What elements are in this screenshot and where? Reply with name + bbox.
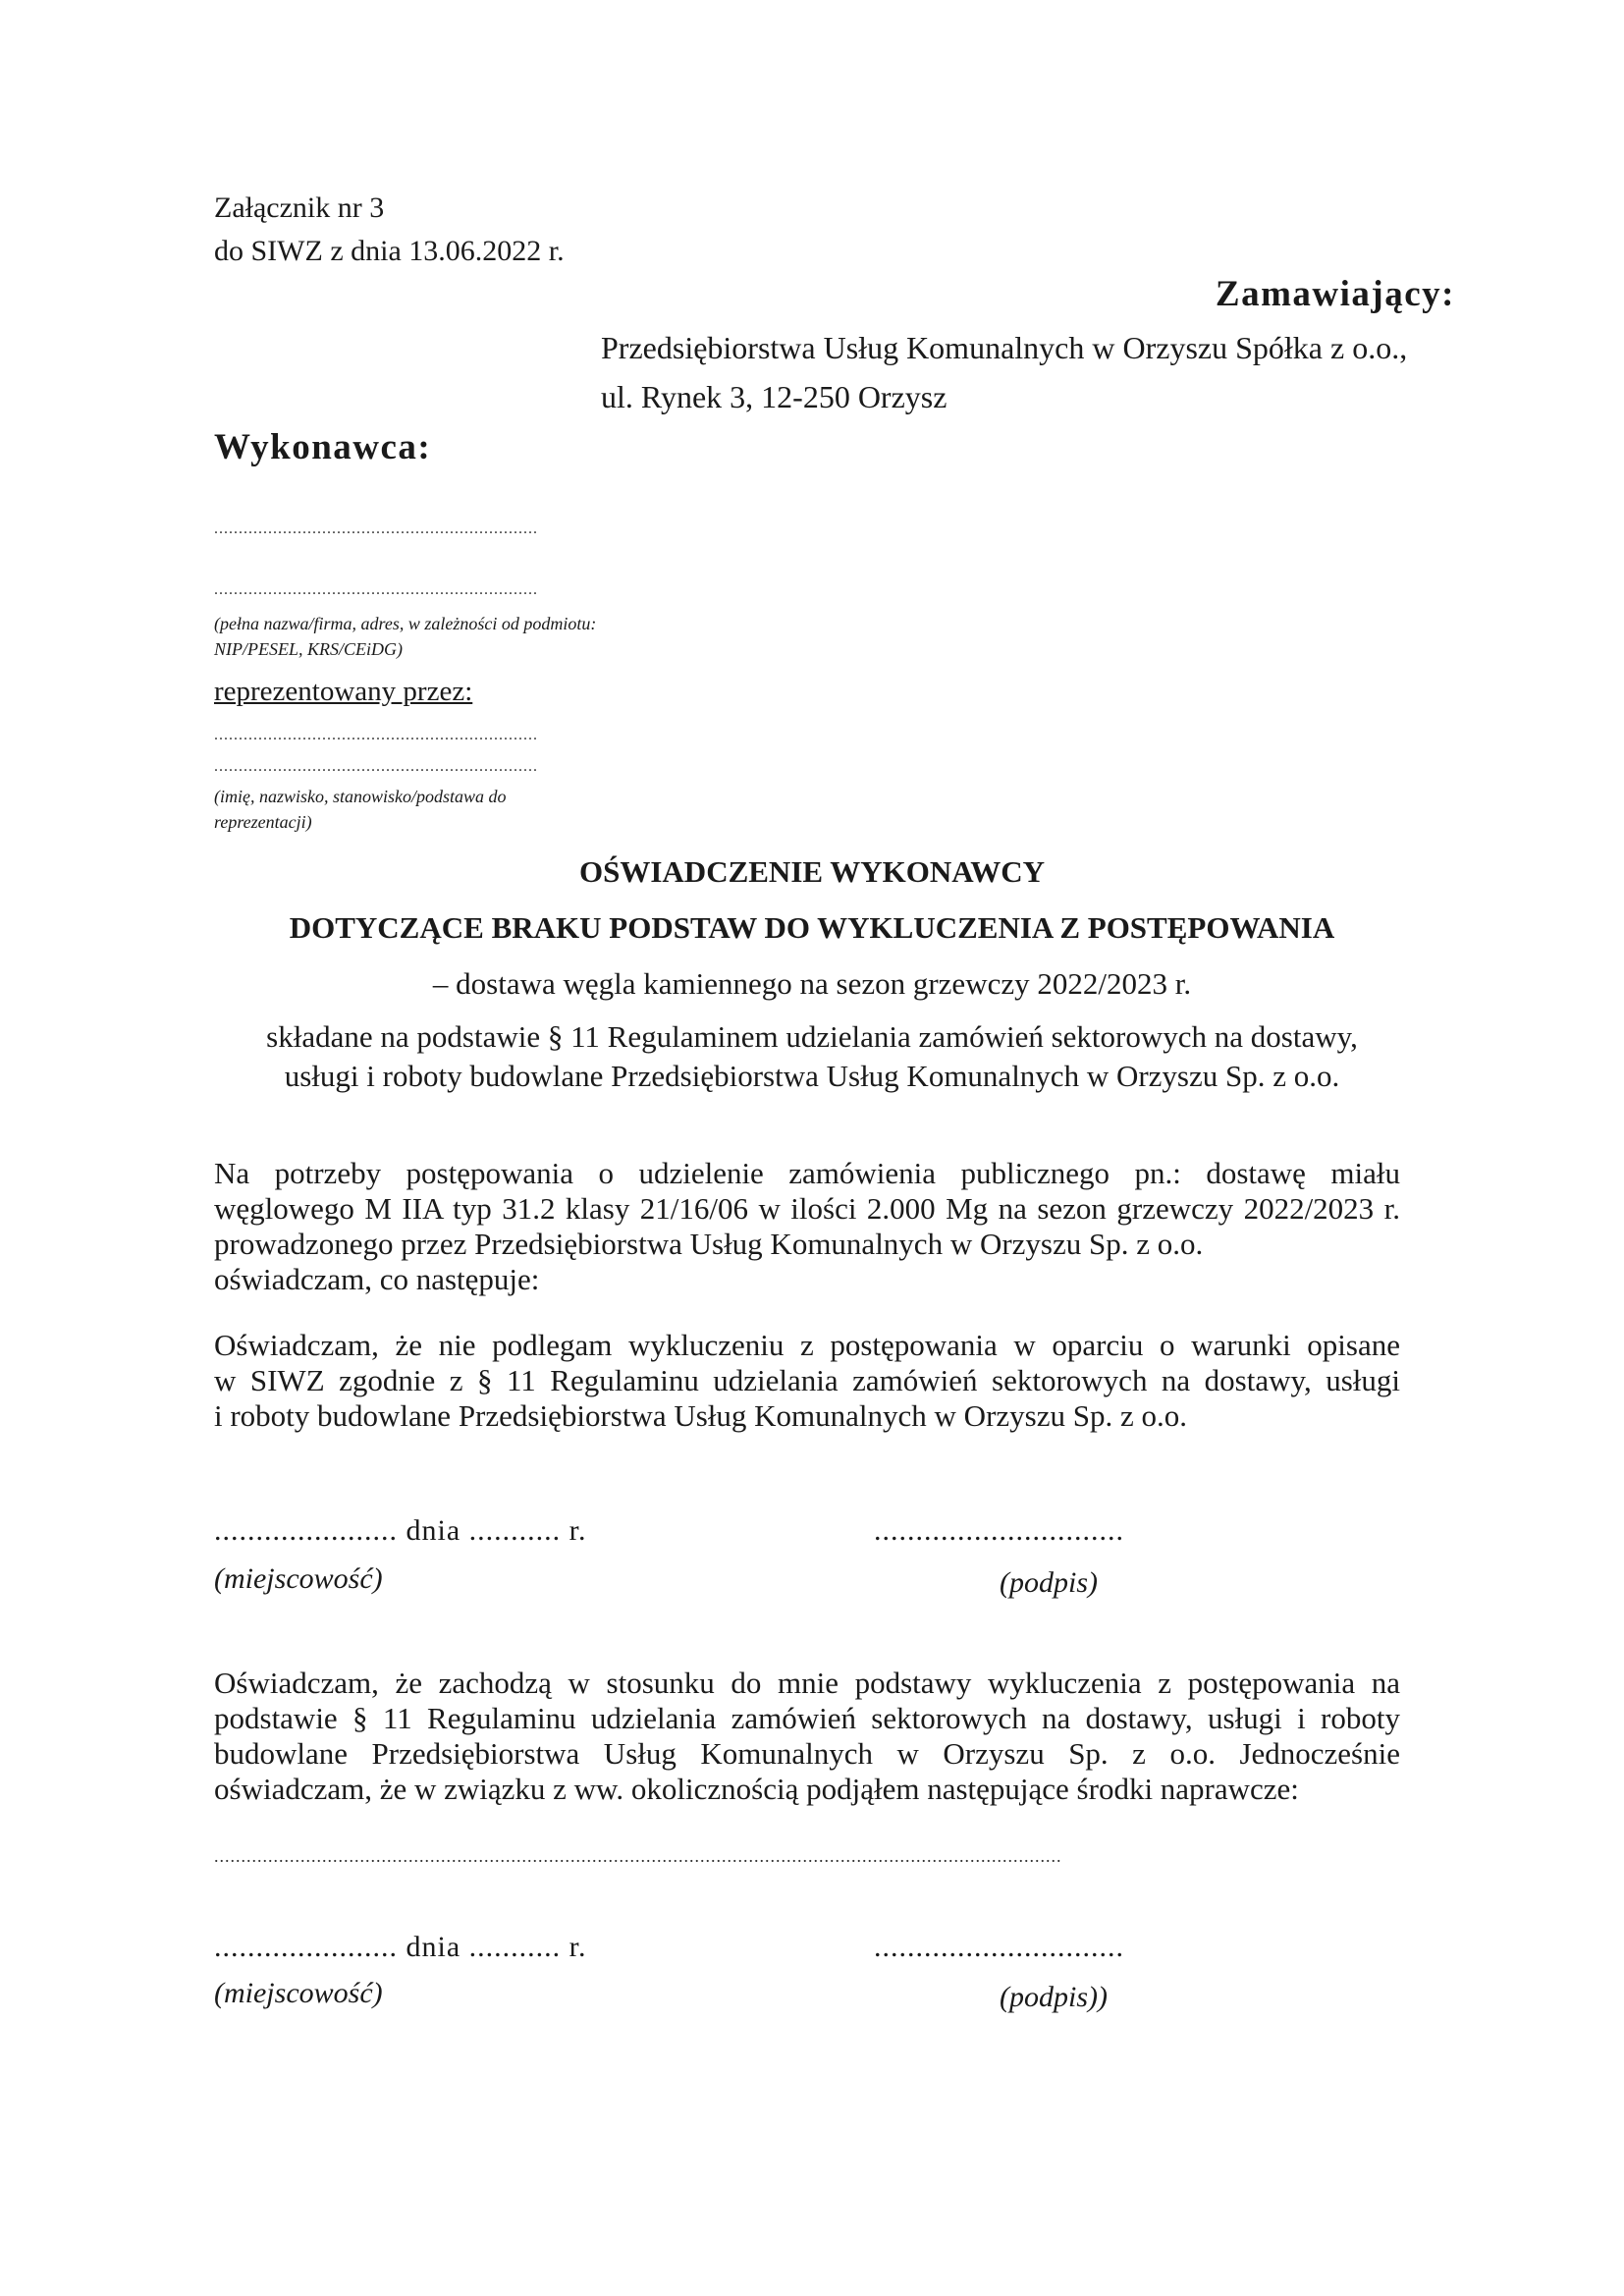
signature-label-2: (podpis))	[1000, 1981, 1108, 2013]
document-subtitle: DOTYCZĄCE BRAKU PODSTAW DO WYKLUCZENIA Z POSTĘPOWANIA	[289, 910, 1335, 945]
represented-by-label: reprezentowany przez:	[214, 676, 473, 707]
place-label-2: (miejscowość)	[214, 1977, 383, 2009]
remedial-measures-line: .............................................................................................................................................................	[214, 1846, 1062, 1866]
statement2-line-2: podstawie § 11 Regulaminu udzielania zamówień sektorowych na dostawy, usługi i roboty	[214, 1701, 1400, 1735]
buyer-name: Przedsiębiorstwa Usług Komunalnych w Orzyszu Spółka z o.o.,	[601, 330, 1408, 365]
procurement-subject: – dostawa węgla kamiennego na sezon grzewczy 2022/2023 r.	[432, 966, 1192, 1001]
legal-basis-line-2: usługi i roboty budowlane Przedsiębiorstwa Usług Komunalnych w Orzyszu Sp. z o.o.	[284, 1059, 1340, 1093]
representative-line-1: ..................................................................	[214, 727, 538, 743]
statement1-line-2: w SIWZ zgodnie z § 11 Regulaminu udzielania zamówień sektorowych na dostawy, usługi	[214, 1363, 1400, 1397]
intro-line-2: węglowego M IIA typ 31.2 klasy 21/16/06 w ilości 2.000 Mg na sezon grzewczy 2022/2023 r.	[214, 1191, 1400, 1226]
signature-field-2: ..............................	[874, 1931, 1124, 1963]
representative-hint: (imię, nazwisko, stanowisko/podstawa do reprezentacji)	[214, 787, 507, 832]
statement1-line-1: Oświadczam, że nie podlegam wykluczeniu z postępowania w oparciu o warunki opisane	[214, 1328, 1400, 1362]
legal-basis-line-1: składane na podstawie § 11 Regulaminem udzielania zamówień sektorowych na dostawy,	[266, 1019, 1358, 1054]
buyer-heading: Zamawiający:	[1215, 274, 1455, 314]
signature-label-1: (podpis)	[1000, 1566, 1098, 1599]
contractor-name-line-1: ..................................................................	[214, 520, 538, 537]
intro-line-1: Na potrzeby postępowania o udzielenie zamówienia publicznego pn.: dostawę miału	[214, 1156, 1400, 1190]
contractor-name-hint: (pełna nazwa/firma, adres, w zależności od podmiotu: NIP/PESEL, KRS/CEiDG)	[214, 614, 597, 659]
representative-line-2: ..................................................................	[214, 758, 538, 775]
buyer-address: ul. Rynek 3, 12-250 Orzysz	[601, 379, 947, 414]
attachment-reference: do SIWZ z dnia 13.06.2022 r.	[214, 235, 565, 267]
statement-exclusion	[214, 1666, 1400, 1807]
signature-field-1: ..............................	[874, 1514, 1124, 1547]
attachment-number: Załącznik nr 3	[214, 191, 385, 224]
place-date-field-2: ...................... dnia ........... r.	[214, 1931, 587, 1963]
place-date-field-1: ...................... dnia ........... r.	[214, 1514, 587, 1547]
statement2-line-4: oświadczam, że w związku z ww. okolicznością podjąłem następujące środki naprawcze:	[214, 1772, 1299, 1806]
intro-paragraph	[214, 1156, 1400, 1297]
document-title: OŚWIADCZENIE WYKONAWCY	[579, 854, 1045, 889]
intro-line-4: oświadczam, co następuje:	[214, 1262, 540, 1296]
statement2-line-3: budowlane Przedsiębiorstwa Usług Komunalnych w Orzyszu Sp. z o.o. Jednocześnie	[214, 1736, 1400, 1771]
place-label-1: (miejscowość)	[214, 1562, 383, 1595]
statement1-line-3: i roboty budowlane Przedsiębiorstwa Usług Komunalnych w Orzyszu Sp. z o.o.	[214, 1398, 1187, 1433]
contractor-heading: Wykonawca:	[214, 427, 432, 467]
intro-line-3: prowadzonego przez Przedsiębiorstwa Usług Komunalnych w Orzyszu Sp. z o.o.	[214, 1227, 1204, 1261]
contractor-name-line-2: ..................................................................	[214, 581, 538, 598]
statement-no-exclusion	[214, 1328, 1400, 1434]
statement2-line-1: Oświadczam, że zachodzą w stosunku do mnie podstawy wykluczenia z postępowania na	[214, 1666, 1400, 1700]
